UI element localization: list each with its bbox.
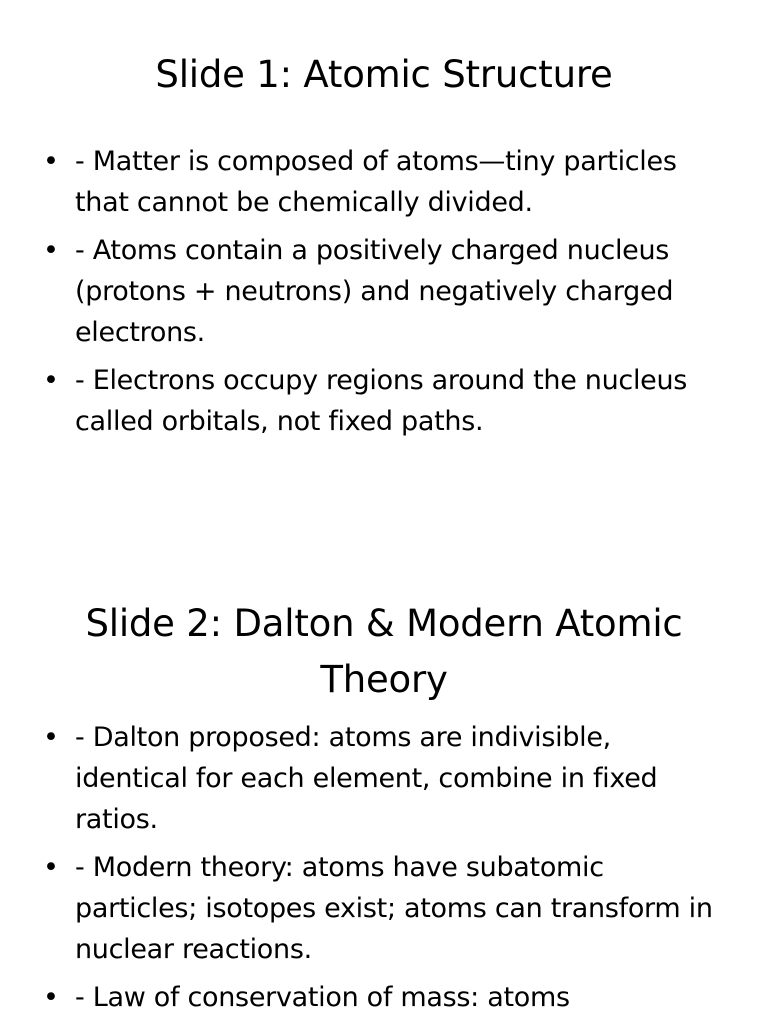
- bullet-text: - Dalton proposed: atoms are indivisible, identical for each element, combine in fixed ratios.: [75, 722, 658, 835]
- bullet-item: [40, 141, 730, 223]
- bullet-dot-icon: •: [43, 146, 59, 177]
- bullet-text: - Law of conservation of mass: atoms: [75, 982, 570, 1013]
- bullet-item: [40, 360, 730, 442]
- slide-title: Slide 2: Dalton & Modern Atomic Theory: [85, 602, 683, 701]
- bullet-dot-icon: •: [43, 235, 59, 266]
- bullet-list: [40, 717, 730, 1025]
- bullet-text: - Atoms contain a positively charged nucleus (protons + neutrons) and negatively charged electrons.: [75, 235, 674, 348]
- bullet-item: [40, 717, 730, 840]
- bullet-item: [40, 847, 730, 970]
- bullet-item: [40, 977, 730, 1018]
- bullet-dot-icon: •: [43, 852, 59, 883]
- slide-title: Slide 1: Atomic Structure: [155, 53, 613, 96]
- bullet-text: - Electrons occupy regions around the nucleus called orbitals, not fixed paths.: [75, 365, 688, 437]
- bullet-item: [40, 230, 730, 353]
- bullet-dot-icon: •: [43, 365, 59, 396]
- bullet-list: [40, 141, 730, 449]
- bullet-text: - Matter is composed of atoms—tiny particles that cannot be chemically divided.: [75, 146, 677, 218]
- bullet-text: - Modern theory: atoms have subatomic particles; isotopes exist; atoms can transform in nuclear reactions.: [75, 852, 713, 965]
- bullet-dot-icon: •: [43, 982, 59, 1013]
- bullet-dot-icon: •: [43, 722, 59, 753]
